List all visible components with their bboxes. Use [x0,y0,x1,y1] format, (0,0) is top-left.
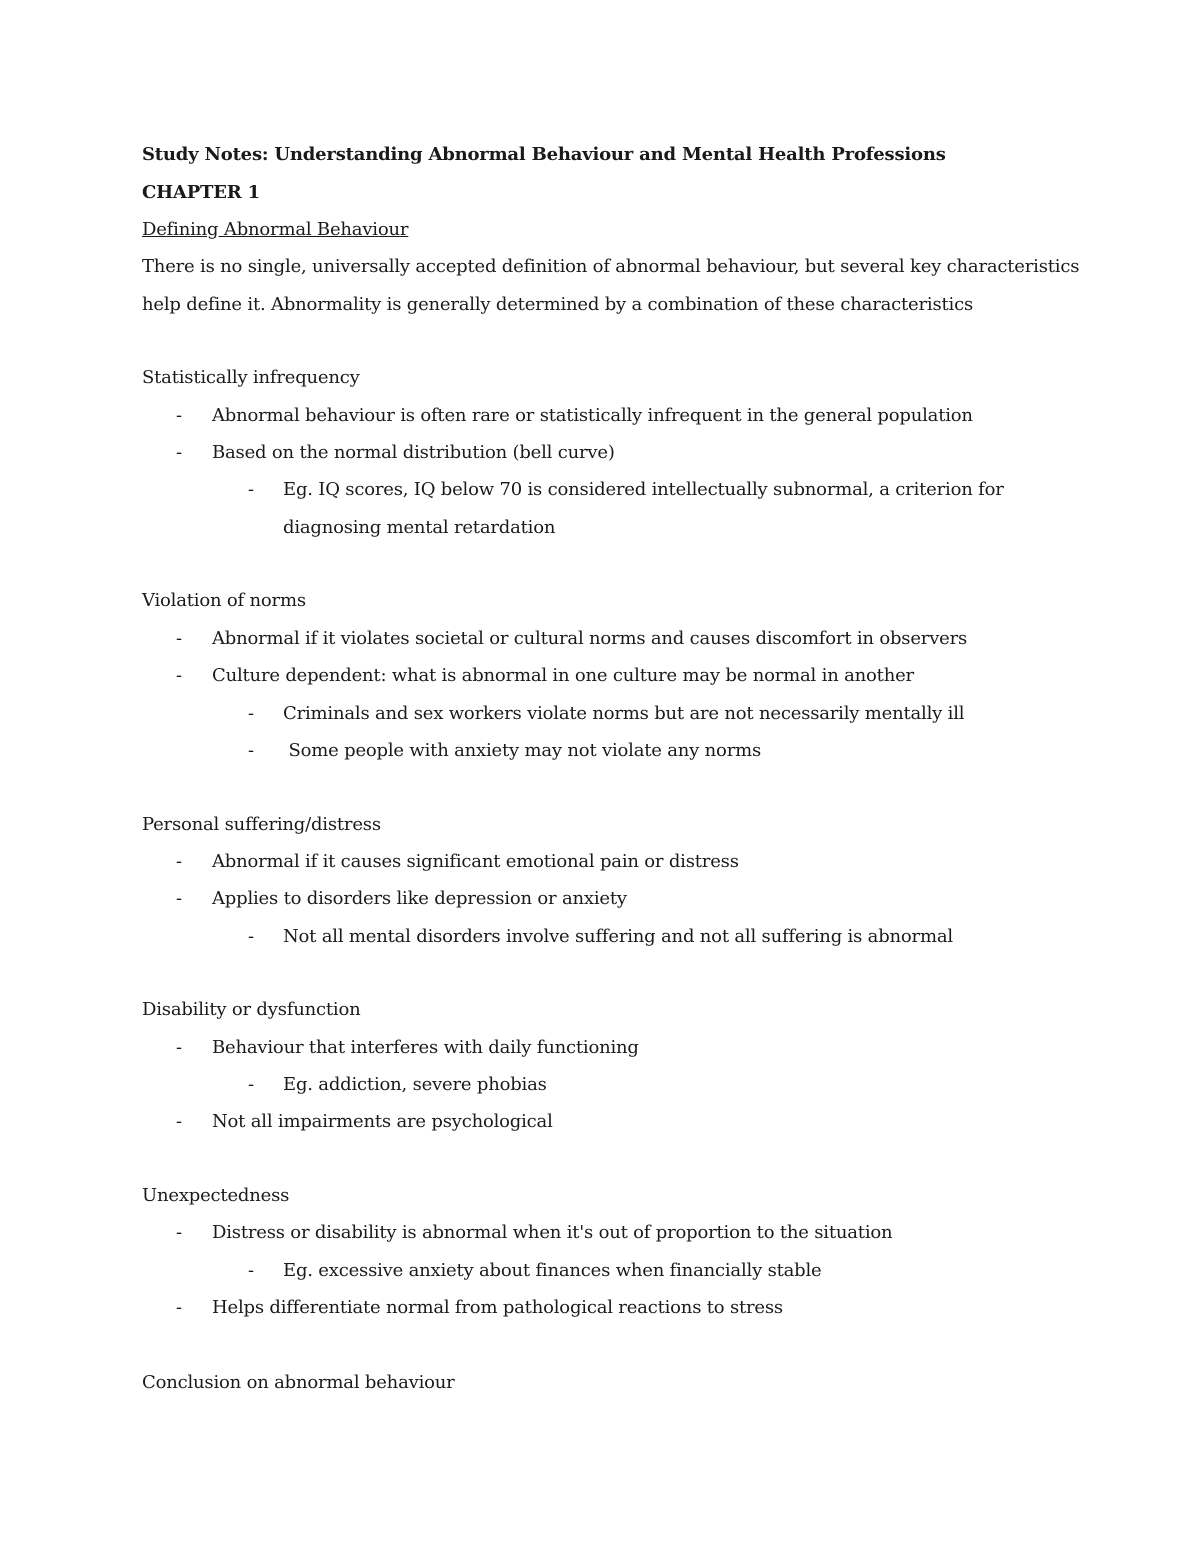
disability-bullet-1: Behaviour that interferes with daily functioning [212,1037,639,1058]
suffering-bullet-1: Abnormal if it causes significant emotional pain or distress [212,851,739,872]
statistical-sub-bullet-line-1: Eg. IQ scores, IQ below 70 is considered intellectually subnormal, a criterion for [283,479,1004,500]
bullet-dash: - [176,1222,183,1243]
norms-bullet-1: Abnormal if it violates societal or cultural norms and causes discomfort in observers [212,628,968,649]
chapter-heading: CHAPTER 1 [142,182,260,203]
statistical-bullet-1: Abnormal behaviour is often rare or statistically infrequent in the general population [212,405,973,426]
disability-heading: Disability or dysfunction [142,999,361,1020]
norms-bullet-2: Culture dependent: what is abnormal in one culture may be normal in another [212,665,914,686]
bullet-dash: - [176,665,183,686]
sub-bullet-dash: - [248,740,255,761]
document-title: Study Notes: Understanding Abnormal Behaviour and Mental Health Professions [142,144,946,165]
bullet-dash: - [176,1111,183,1132]
unexpected-bullet-2: Helps differentiate normal from pathological reactions to stress [212,1297,783,1318]
intro-line-2: help define it. Abnormality is generally determined by a combination of these characteristics [142,294,974,315]
bullet-dash: - [176,442,183,463]
disability-bullet-2: Not all impairments are psychological [212,1111,553,1132]
sub-bullet-dash: - [248,479,255,500]
suffering-heading: Personal suffering/distress [142,814,381,835]
norms-sub-bullet-1: Criminals and sex workers violate norms but are not necessarily mentally ill [283,703,965,724]
sub-bullet-dash: - [248,1260,255,1281]
sub-bullet-dash: - [248,703,255,724]
unexpected-heading: Unexpectedness [142,1185,290,1206]
conclusion-heading: Conclusion on abnormal behaviour [142,1372,455,1393]
section-heading: Defining Abnormal Behaviour [142,219,409,240]
unexpected-sub-bullet-1: Eg. excessive anxiety about finances when financially stable [283,1260,822,1281]
intro-line-1: There is no single, universally accepted definition of abnormal behaviour, but several key characteristics [142,256,1080,277]
sub-bullet-dash: - [248,1074,255,1095]
bullet-dash: - [176,851,183,872]
unexpected-bullet-1: Distress or disability is abnormal when it's out of proportion to the situation [212,1222,893,1243]
norms-sub-bullet-2: Some people with anxiety may not violate any norms [283,740,762,761]
norms-heading: Violation of norms [142,590,306,611]
disability-sub-bullet-1: Eg. addiction, severe phobias [283,1074,547,1095]
statistical-heading: Statistically infrequency [142,367,360,388]
suffering-sub-bullet-1: Not all mental disorders involve suffering and not all suffering is abnormal [283,926,953,947]
bullet-dash: - [176,628,183,649]
suffering-bullet-2: Applies to disorders like depression or anxiety [212,888,627,909]
sub-bullet-dash: - [248,926,255,947]
bullet-dash: - [176,405,183,426]
bullet-dash: - [176,1297,183,1318]
bullet-dash: - [176,1037,183,1058]
statistical-bullet-2: Based on the normal distribution (bell curve) [212,442,615,463]
bullet-dash: - [176,888,183,909]
statistical-sub-bullet-line-2: diagnosing mental retardation [283,517,556,538]
